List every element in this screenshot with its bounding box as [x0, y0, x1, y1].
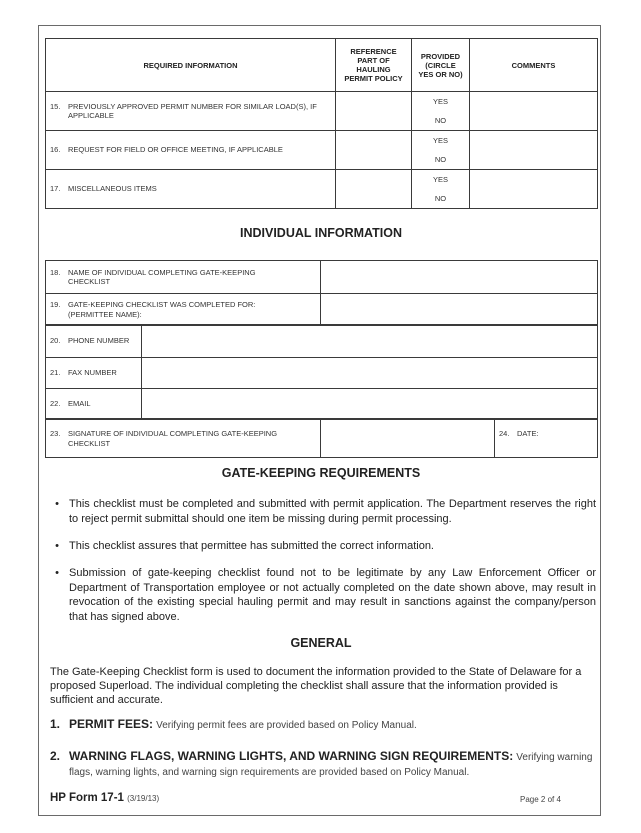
row-label: 16. REQUEST FOR FIELD OR OFFICE MEETING, IF APPLICABLE	[46, 131, 336, 170]
field-row-signature: 23. SIGNATURE OF INDIVIDUAL COMPLETING GATE-KEEPING CHECKLIST 24. DATE:	[46, 420, 598, 458]
bullet-icon: •	[55, 540, 59, 552]
fax-number-field[interactable]	[142, 358, 598, 389]
field-label: GATE-KEEPING CHECKLIST WAS COMPLETED FOR: (PERMITTEE NAME):	[68, 300, 256, 319]
yes-option[interactable]: YES	[432, 97, 448, 106]
table-header-row	[46, 39, 598, 92]
provided-cell	[412, 170, 470, 209]
form-identifier: HP Form 17-1 (3/19/13)	[50, 792, 160, 804]
header-reference: REFERENCE PART OF HAULING PERMIT POLICY	[336, 39, 412, 92]
table-row	[46, 170, 598, 209]
date-field[interactable]: 24. DATE:	[495, 420, 598, 458]
individual-information-title: INDIVIDUAL INFORMATION	[239, 226, 403, 240]
comments-cell[interactable]	[470, 92, 598, 131]
general-title: GENERAL	[290, 636, 352, 650]
page-number: Page 2 of 4	[520, 795, 561, 804]
required-info-table	[45, 38, 598, 209]
general-item-warning-flags: 2. WARNING FLAGS, WARNING LIGHTS, AND WARNING SIGN REQUIREMENTS: Verifying warning flags, warning lights, and warning sign requirements are provided based on Policy Manual.	[50, 749, 593, 778]
signature-field[interactable]	[321, 420, 495, 458]
header-comments: COMMENTS	[470, 39, 598, 92]
field-row-permittee: 19. GATE-KEEPING CHECKLIST WAS COMPLETED FOR: (PERMITTEE NAME):	[46, 294, 598, 326]
email-field[interactable]	[142, 389, 598, 419]
no-option[interactable]: NO	[434, 155, 447, 164]
bullet-icon: •	[55, 498, 59, 510]
comments-cell[interactable]	[470, 131, 598, 170]
field-row-name: 18. NAME OF INDIVIDUAL COMPLETING GATE-KEEPING CHECKLIST	[46, 261, 598, 294]
permittee-name-field[interactable]	[321, 294, 598, 326]
form-revision-date: (3/19/13)	[127, 794, 160, 803]
individual-info-table-b	[45, 324, 598, 419]
provided-cell	[412, 92, 470, 131]
requirement-bullet: • This checklist must be completed and submitted with permit application. The Department reserves the right to reject permit submittal should one item be missing during permit processing.	[50, 497, 596, 526]
header-required-information: REQUIRED INFORMATION	[46, 39, 336, 92]
individual-info-table-c	[45, 419, 598, 458]
general-item-permit-fees: 1. PERMIT FEES: Verifying permit fees are provided based on Policy Manual.	[50, 717, 417, 731]
reference-cell[interactable]	[336, 92, 412, 131]
individual-info-table-a	[45, 260, 598, 326]
row-label: 15. PREVIOUSLY APPROVED PERMIT NUMBER FOR SIMILAR LOAD(S), IF APPLICABLE	[46, 92, 336, 131]
no-option[interactable]: NO	[434, 194, 447, 203]
field-row-email: 22. EMAIL	[46, 389, 598, 419]
reference-cell[interactable]	[336, 131, 412, 170]
field-label: SIGNATURE OF INDIVIDUAL COMPLETING GATE-KEEPING CHECKLIST	[68, 429, 278, 448]
field-label: DATE:	[517, 429, 539, 438]
general-intro: The Gate-Keeping Checklist form is used to document the information provided to the State of Delaware for a proposed Superload. The individual completing the checklist shall assure that the information provided is sufficient and accurate.	[50, 666, 582, 706]
comments-cell[interactable]	[470, 170, 598, 209]
field-label: FAX NUMBER	[68, 368, 117, 378]
yes-option[interactable]: YES	[432, 175, 448, 184]
table-row	[46, 92, 598, 131]
yes-option[interactable]: YES	[432, 136, 448, 145]
requirement-bullet: • This checklist assures that permittee has submitted the correct information.	[50, 539, 596, 554]
table-row	[46, 131, 598, 170]
provided-cell	[412, 131, 470, 170]
field-label: NAME OF INDIVIDUAL COMPLETING GATE-KEEPING CHECKLIST	[68, 267, 256, 286]
individual-name-field[interactable]	[321, 261, 598, 294]
bullet-icon: •	[55, 567, 59, 579]
requirement-bullet: • Submission of gate-keeping checklist found not to be legitimate by any Law Enforcement Officer or Department of Transportation employee or not actually completed on the date shown above, may result in revocation of the existing special hauling permit and may result in sanctions against the company/person that has signed above.	[50, 566, 596, 624]
field-label: EMAIL	[68, 398, 91, 408]
row-label: 17. MISCELLANEOUS ITEMS	[46, 170, 336, 209]
header-provided: PROVIDED (CIRCLE YES OR NO)	[412, 39, 470, 92]
field-label: PHONE NUMBER	[68, 336, 130, 346]
gate-keeping-requirements-title: GATE-KEEPING REQUIREMENTS	[221, 466, 421, 480]
field-row-phone: 20. PHONE NUMBER	[46, 325, 598, 358]
phone-number-field[interactable]	[142, 325, 598, 358]
no-option[interactable]: NO	[434, 116, 447, 125]
reference-cell[interactable]	[336, 170, 412, 209]
field-row-fax: 21. FAX NUMBER	[46, 358, 598, 389]
